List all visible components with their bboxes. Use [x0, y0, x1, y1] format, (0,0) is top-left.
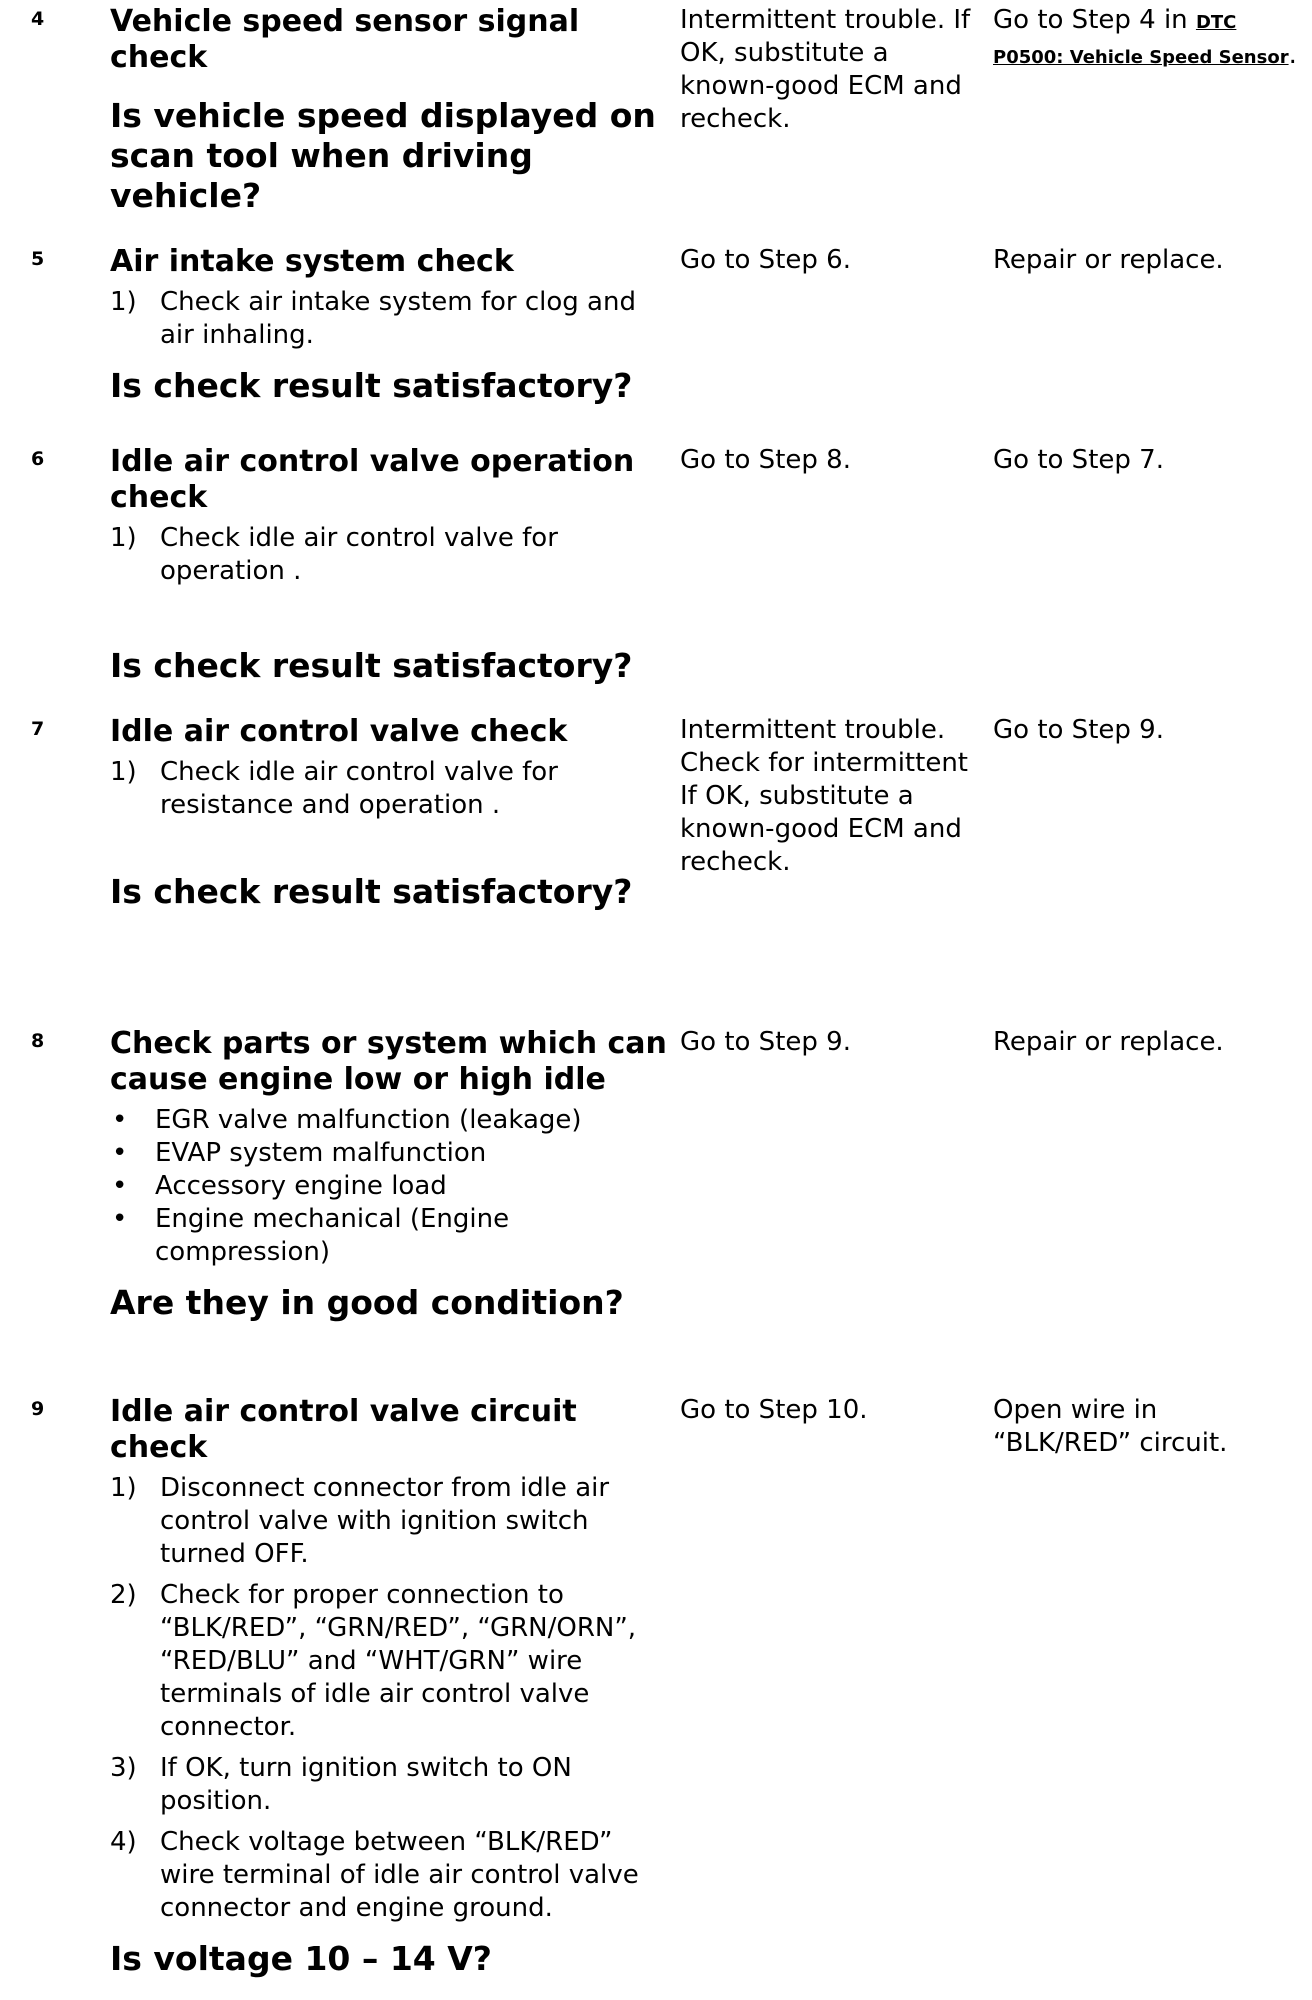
no-cell: [993, 444, 1303, 477]
step-action-cell: [110, 444, 670, 686]
cause-list: [110, 1104, 670, 1269]
step-number: 6: [31, 448, 45, 470]
step-title: Air intake system check: [110, 244, 514, 279]
substep-item: [110, 756, 670, 822]
substep-list: [110, 286, 670, 352]
no-cell: [993, 4, 1303, 74]
yes-result-line: Check for intermittent: [680, 748, 968, 778]
yes-result: Go to Step 6.: [680, 245, 851, 275]
step-question: Is check result satisfactory?: [110, 872, 633, 911]
no-result: Go to Step 9.: [993, 715, 1164, 745]
no-result: Repair or replace.: [993, 1027, 1224, 1057]
substep-item: [110, 1752, 670, 1818]
cause-text: Accessory engine load: [155, 1171, 447, 1201]
substep-marker: 1): [110, 523, 137, 553]
cause-item: [110, 1203, 670, 1269]
step-question: Is voltage 10 – 14 V?: [110, 1939, 492, 1978]
substep-text: Check voltage between “BLK/RED” wire terminal of idle air control valve connector and engine ground.: [160, 1827, 639, 1923]
substep-marker: 1): [110, 287, 137, 317]
substep-text: Disconnect connector from idle air control valve with ignition switch turned OFF.: [160, 1473, 610, 1569]
yes-cell: [680, 1394, 980, 1427]
substep-item: [110, 522, 670, 588]
substep-item: [110, 286, 670, 352]
step-number: 4: [31, 8, 45, 30]
bullet-marker: •: [112, 1204, 128, 1234]
substep-text: If OK, turn ignition switch to ON position.: [160, 1753, 572, 1816]
cause-text: EGR valve malfunction (leakage): [155, 1105, 582, 1135]
bullet-marker: •: [112, 1105, 128, 1135]
step-title: Vehicle speed sensor signal check: [110, 4, 580, 75]
cause-text: Engine mechanical (Engine compression): [155, 1204, 510, 1267]
substep-marker: 3): [110, 1753, 137, 1783]
yes-cell: [680, 714, 980, 879]
no-result-prefix: Go to Step 4 in: [993, 5, 1188, 35]
yes-result: Go to Step 9.: [680, 1027, 851, 1057]
no-cell: [993, 714, 1303, 747]
no-result: Open wire in “BLK/RED” circuit.: [993, 1395, 1228, 1458]
step-title: Idle air control valve circuit check: [110, 1394, 577, 1465]
dtc-p0500-link[interactable]: P0500: Vehicle Speed Sensor: [993, 47, 1289, 68]
bullet-marker: •: [112, 1138, 128, 1168]
step-question: Is check result satisfactory?: [110, 366, 633, 405]
substep-marker: 1): [110, 757, 137, 787]
no-cell: [993, 1026, 1303, 1059]
step-number: 5: [31, 248, 45, 270]
step-action-cell: [110, 714, 670, 912]
bullet-marker: •: [112, 1171, 128, 1201]
cause-item: [110, 1170, 670, 1203]
cause-item: [110, 1104, 670, 1137]
yes-result: Go to Step 8.: [680, 445, 851, 475]
substep-text: Check for proper connection to “BLK/RED”, “GRN/RED”, “GRN/ORN”, “RED/BLU” and “WHT/GRN” wire terminals of idle air control valve connector.: [160, 1580, 637, 1742]
step-question: Are they in good condition?: [110, 1283, 624, 1322]
yes-result-line: If OK, substitute a known-good ECM and recheck.: [680, 781, 962, 877]
step-number: 7: [31, 718, 45, 740]
substep-item: [110, 1826, 670, 1925]
cause-item: [110, 1137, 670, 1170]
yes-result: Intermittent trouble. If OK, substitute a known-good ECM and recheck.: [680, 5, 971, 134]
yes-cell: [680, 444, 980, 477]
substep-item: [110, 1579, 670, 1744]
step-action-cell: [110, 1394, 670, 1979]
yes-cell: [680, 244, 980, 277]
step-title: Check parts or system which can cause engine low or high idle: [110, 1026, 667, 1097]
step-title: Idle air control valve operation check: [110, 444, 635, 515]
substep-list: [110, 1472, 670, 1925]
yes-result: Go to Step 10.: [680, 1395, 868, 1425]
substep-list: [110, 756, 670, 822]
substep-text: Check air intake system for clog and air inhaling.: [160, 287, 636, 350]
no-result: Go to Step 7.: [993, 445, 1164, 475]
substep-marker: 1): [110, 1473, 137, 1503]
step-question: Is check result satisfactory?: [110, 646, 633, 685]
substep-list: [110, 522, 670, 588]
yes-cell: [680, 1026, 980, 1059]
yes-cell: [680, 4, 980, 136]
step-action-cell: [110, 1026, 670, 1323]
no-cell: [993, 244, 1303, 277]
step-action-cell: [110, 244, 670, 406]
substep-marker: 4): [110, 1827, 137, 1857]
cause-text: EVAP system malfunction: [155, 1138, 487, 1168]
no-result: Repair or replace.: [993, 245, 1224, 275]
yes-result-line: Intermittent trouble.: [680, 715, 946, 745]
substep-text: Check idle air control valve for resistance and operation .: [160, 757, 558, 820]
substep-text: Check idle air control valve for operation .: [160, 523, 558, 586]
step-action-cell: [110, 4, 670, 216]
step-number: 8: [31, 1030, 45, 1052]
substep-marker: 2): [110, 1580, 137, 1610]
no-result-suffix: .: [1288, 40, 1297, 70]
substep-item: [110, 1472, 670, 1571]
step-number: 9: [31, 1398, 45, 1420]
step-title: Idle air control valve check: [110, 714, 568, 749]
step-question: Is vehicle speed displayed on scan tool when driving vehicle?: [110, 96, 656, 215]
no-cell: [993, 1394, 1303, 1460]
dtc-link-prefix[interactable]: DTC: [1195, 12, 1237, 33]
no-result: [993, 4, 1303, 74]
